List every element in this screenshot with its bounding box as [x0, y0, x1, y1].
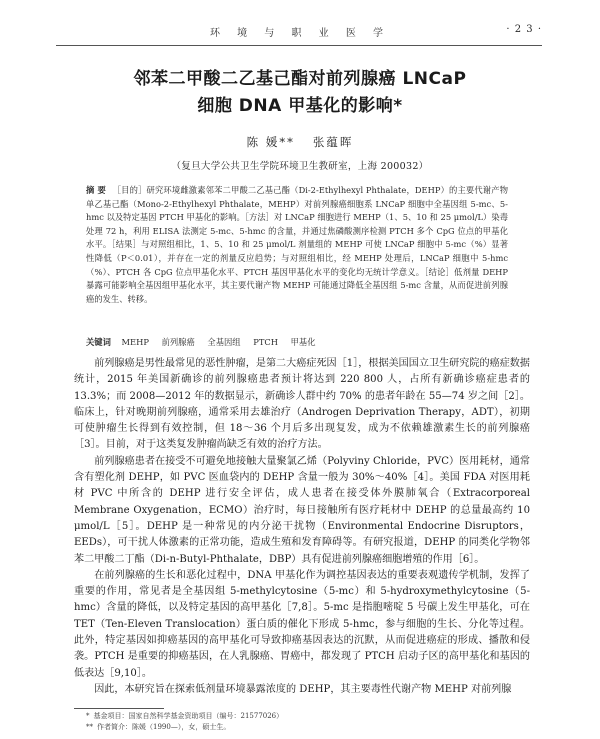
footnote-author: ** 作者简介：陈媛（1990—），女，硕士生。 [86, 723, 231, 731]
keywords-label: 关键词 [86, 337, 111, 347]
author-name: 陈 媛** [246, 135, 295, 149]
body-paragraph: 在前列腺癌的生长和恶化过程中，DNA 甲基化作为调控基因表达的重要表观遗传学机制，发挥了重要的作用，常见者是全基因组 5-methylcytosine（5-mc）和 5-hydroxymethylcytosine（5-hmc）含量的降低，以及特定基因的高甲基化［7,8］。5-mc 是指胞嘧啶 5 号碳上发生甲基化，可在 TET（Ten-Eleven Translocation）蛋白质的催化下形成 5-hmc，参与细胞的生长、分化等过程。此外，特定基因如抑癌基因的高甲基化可导致抑癌基因表达的沉默，从而促进癌症的形成、播散和侵袭。PTCH 是重要的抑癌基因，在人乳腺癌、胃癌中，都发现了 PTCH 启动子区的高甲基化和基因的低表达［9,10］。 [74, 569, 530, 679]
affiliation: （复旦大学公共卫生学院环境卫生教研室，上海 200032） [171, 161, 429, 172]
footnote-text: 作者简介：陈媛（1990—），女，硕士生。 [97, 723, 231, 731]
page-number: · 2 3 · [506, 24, 542, 35]
abstract-label: 摘 要 [86, 185, 106, 195]
abstract [86, 184, 508, 306]
footnote-text: 基金项目：国家自然科学基金资助项目（编号：21577026） [93, 712, 284, 720]
journal-name: 环 境 与 职 业 医 学 [209, 28, 391, 39]
body-paragraph: 前列腺癌患者在接受不可避免地接触大量聚氯乙烯（Polyviny Chloride，PVC）医用耗材，通常含有塑化剂 DEHP，如 PVC 医血袋内的 DEHP 含量一般为 30%～40%［4］。美国 FDA 对医用耗材 PVC 中所含的 DEHP 进行安全评估，成人患者在接受体外膜肺氧合（Extracorporeal Membrane Oxygenation，ECMO）治疗时，每日接触所有医疗耗材中 DEHP 的总量最高约 10 μmol/L［5］。DEHP 是一种常见的内分泌干扰物（Environmental Endocrine Disruptors，EEDs），可干扰人体激素的正常功能，造成生殖和发育障碍等。有研究报道，DEHP 的同类化学物邻苯二甲酸二丁酯（Di-n-Butyl-Phthalate，DBP）具有促进前列腺癌细胞增殖的作用［6］。 [74, 455, 530, 565]
footnote-rule [74, 708, 164, 709]
keyword: 甲基化 [290, 337, 316, 347]
author-name: 张蕴晖 [312, 135, 354, 149]
authors [0, 134, 600, 150]
keyword: 前列腺癌 [161, 337, 195, 347]
body-paragraph: 前列腺癌是男性最常见的恶性肿瘤，是第二大癌症死因［1］，根据美国国立卫生研究院的癌症数据统计，2015 年美国新确诊的前列腺癌患者预计将达到 220 800 人，占所有新确诊癌症患者的 13.3%；而 2008—2012 年的数据显示，新确诊人群中约 70% 的患者年龄在 55—74 岁之间［2］。临床上，针对晚期前列腺癌，通常采用去雄治疗（Androgen Deprivation Therapy，ADT），初期可使肿瘤生长得到有效控制，但 18～36 个月后多出现复发，成为不依赖雄激素生长的前列腺癌［3］。目前，对于这类复发肿瘤尚缺乏有效的治疗方法。 [74, 358, 530, 451]
abstract-text: ［目的］研究环境雌激素邻苯二甲酸二乙基己酯（Di-2-Ethylhexyl Phthalate，DEHP）的主要代谢产物单乙基己酯（Mono-2-Ethylhexyl Phthalate，MEHP）对前列腺癌细胞系 LNCaP 细胞中全基因组 5-mc、5-hmc 以及特定基因 PTCH 甲基化的影响。［方法］对 LNCaP 细胞进行 MEHP（1、5、10 和 25 μmol/L）染毒处理 72 h，利用 ELISA 法测定 5-mc、5-hmc 的含量，并通过焦磷酸测序检测 PTCH 多个 CpG 位点的甲基化水平。［结果］与对照组相比，1、5、10 和 25 μmol/L 剂量组的 MEHP 可使 LNCaP 细胞中 5-mc（%）显著性降低（P＜0.01），并存在一定的剂量反应趋势；与对照组相比，经 MEHP 处理后，LNCaP 细胞中 5-hmc（%）、PTCH 各 CpG 位点甲基化水平、PTCH 基因甲基化水平的变化均无统计学意义。［结论］低剂量 DEHP 暴露可能影响全基因组甲基化水平，其主要代谢产物 MEHP 可能通过降低全基因组 5-mc 含量，从而促进前列腺癌的发生、转移。 [86, 185, 509, 304]
article-body [74, 356, 530, 698]
body-paragraph: 因此，本研究旨在探索低剂量环境暴露浓度的 DEHP，其主要毒性代谢产物 MEHP 对前列腺 [94, 683, 512, 695]
keyword: PTCH [253, 337, 278, 347]
keyword: 全基因组 [207, 337, 241, 347]
keyword: MEHP [121, 337, 149, 347]
footnotes [86, 711, 283, 733]
keywords [86, 336, 508, 349]
footnote-funding: * 基金项目：国家自然科学基金资助项目（编号：21577026） [86, 712, 284, 720]
header-rule [56, 45, 542, 46]
article-title-line-1: 邻苯二甲酸二乙基己酯对前列腺癌 LNCaP [133, 69, 467, 89]
running-head [0, 6, 600, 46]
article-title-line-2: 细胞 DNA 甲基化的影响* [197, 96, 403, 116]
